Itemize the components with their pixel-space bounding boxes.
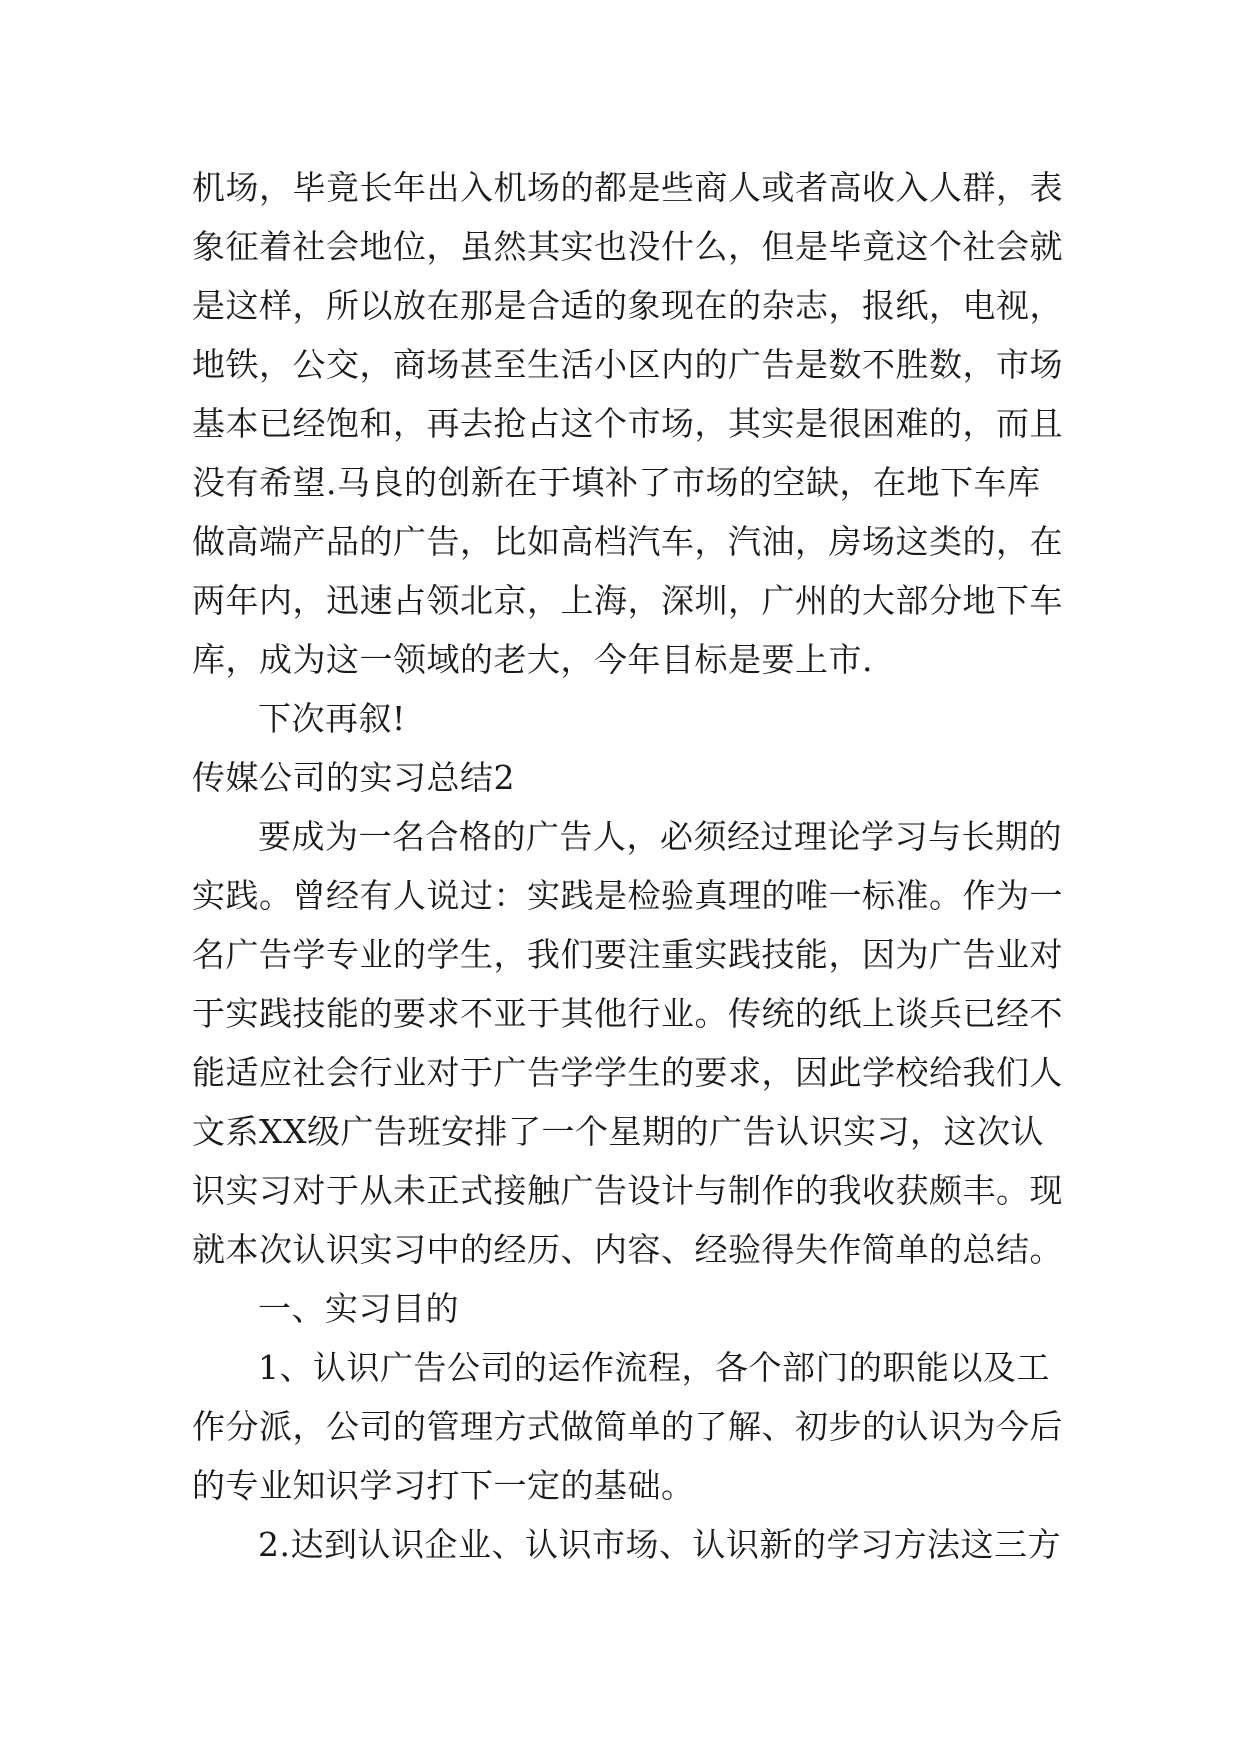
closing-line: 下次再叙! (258, 699, 406, 738)
body-text-line: 文系XX级广告班安排了一个星期的广告认识实习，这次认 (192, 1112, 1044, 1151)
body-text-line: 象征着社会地位，虽然其实也没什么，但是毕竟这个社会就 (192, 227, 1063, 266)
body-text-line: 没有希望.马良的创新在于填补了市场的空缺，在地下车库 (192, 463, 1041, 502)
body-text-line: 要成为一名合格的广告人，必须经过理论学习与长期的 (258, 817, 1062, 856)
body-text-line: 于实践技能的要求不亚于其他行业。传统的纸上谈兵已经不 (192, 994, 1063, 1033)
body-text-line: 能适应社会行业对于广告学学生的要求，因此学校给我们人 (192, 1053, 1063, 1092)
body-text-line: 作分派，公司的管理方式做简单的了解、初步的认识为今后 (192, 1407, 1063, 1446)
body-text-line: 库，成为这一领域的老大，今年目标是要上市. (192, 640, 873, 679)
list-item-2: 2.达到认识企业、认识市场、认识新的学习方法这三方 (258, 1525, 1061, 1564)
body-text-line: 地铁，公交，商场甚至生活小区内的广告是数不胜数，市场 (192, 345, 1063, 384)
list-item-1: 1、认识广告公司的运作流程，各个部门的职能以及工 (258, 1348, 1050, 1387)
section-heading: 传媒公司的实习总结2 (192, 758, 515, 797)
body-text-line: 做高端产品的广告，比如高档汽车，汽油，房场这类的，在 (192, 522, 1063, 561)
body-text-line: 机场，毕竟长年出入机场的都是些商人或者高收入人群，表 (192, 168, 1063, 207)
body-text-line: 实践。曾经有人说过：实践是检验真理的唯一标准。作为一 (192, 876, 1063, 915)
body-text-line: 基本已经饱和，再去抢占这个市场，其实是很困难的，而且 (192, 404, 1063, 443)
body-text-line: 的专业知识学习打下一定的基础。 (192, 1466, 695, 1505)
body-text-line: 名广告学专业的学生，我们要注重实践技能，因为广告业对 (192, 935, 1063, 974)
body-text-line: 是这样，所以放在那是合适的象现在的杂志，报纸，电视， (192, 286, 1063, 325)
subsection-heading: 一、实习目的 (258, 1289, 459, 1328)
body-text-line: 识实习对于从未正式接触广告设计与制作的我收获颇丰。现 (192, 1171, 1063, 1210)
body-text-line: 就本次认识实习中的经历、内容、经验得失作简单的总结。 (192, 1230, 1063, 1269)
body-text-line: 两年内，迅速占领北京，上海，深圳，广州的大部分地下车 (192, 581, 1063, 620)
